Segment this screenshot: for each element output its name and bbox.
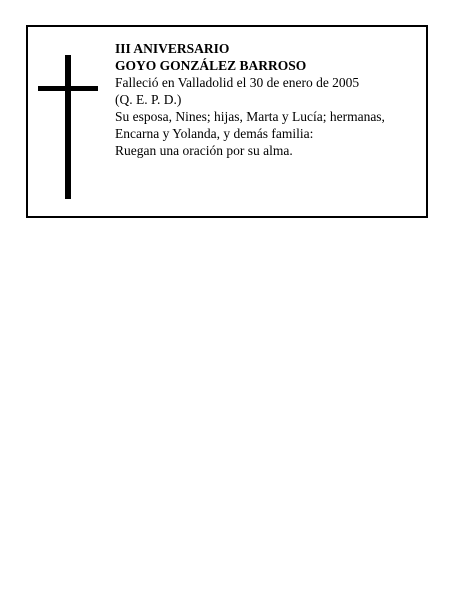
death-details: Falleció en Valladolid el 30 de enero de 2005 bbox=[115, 75, 360, 90]
notice-heading: III ANIVERSARIO bbox=[115, 41, 230, 56]
deceased-name: GOYO GONZÁLEZ BARROSO bbox=[115, 58, 307, 73]
prayer-request: Ruegan una oración por su alma. bbox=[115, 143, 293, 158]
family-line-1: Su esposa, Nines; hijas, Marta y Lucía; hermanas, bbox=[115, 109, 385, 124]
cross-horizontal-bar bbox=[38, 86, 98, 91]
obituary-notice bbox=[26, 25, 428, 218]
family-line-2: Encarna y Yolanda, y demás familia: bbox=[115, 126, 314, 141]
latin-cross-icon bbox=[38, 55, 98, 199]
cross-vertical-bar bbox=[65, 55, 71, 199]
rip-abbreviation: (Q. E. P. D.) bbox=[115, 92, 182, 107]
notice-text bbox=[115, 40, 415, 159]
